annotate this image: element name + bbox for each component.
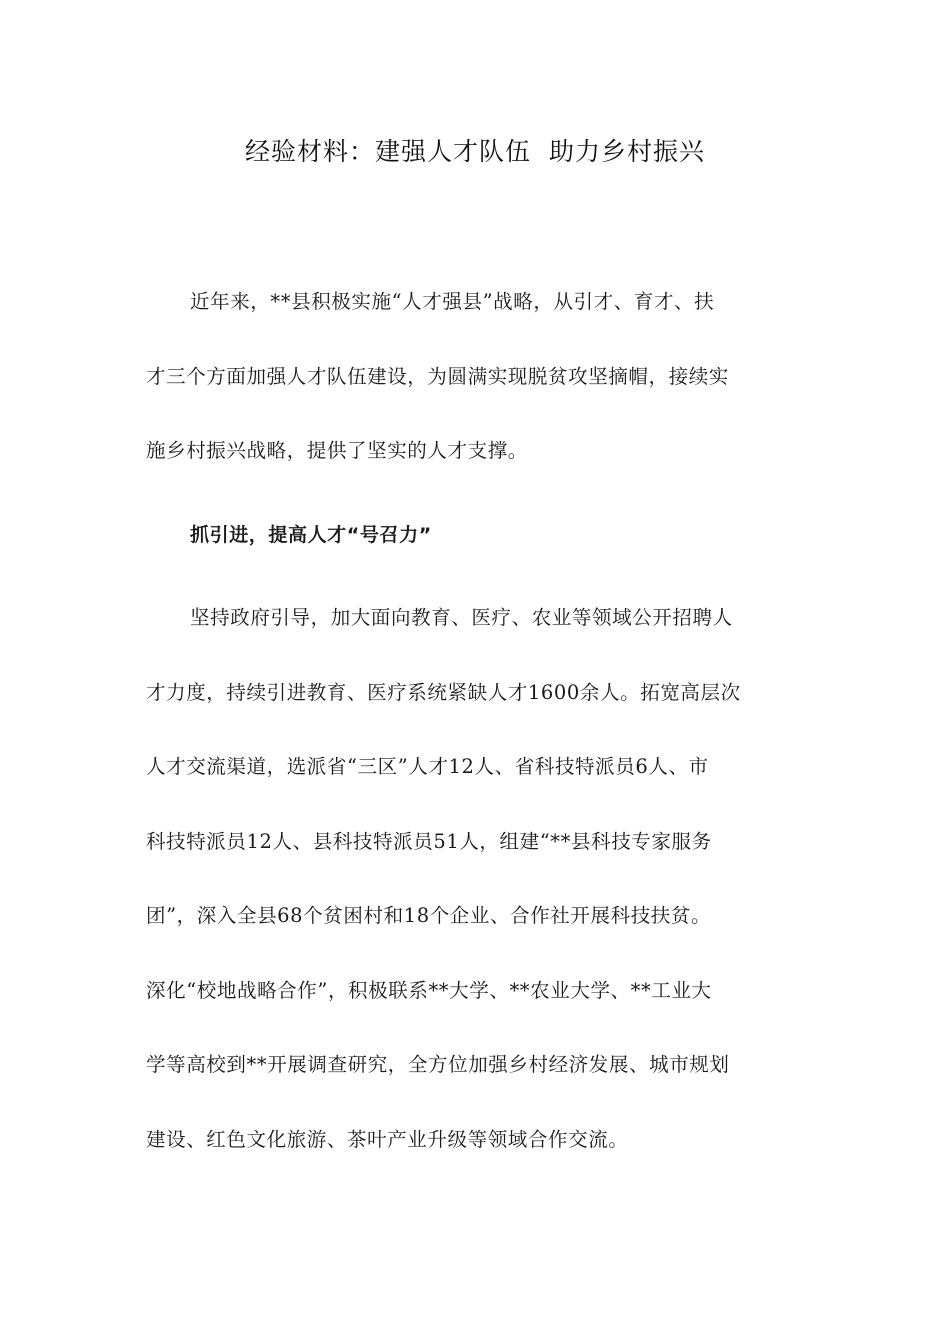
paragraph-line: 人才交流渠道，选派省“三区”人才12人、省科技特派员6人、市 xyxy=(146,755,709,778)
paragraph-line: 才三个方面加强人才队伍建设，为圆满实现脱贫攻坚摘帽，接续实 xyxy=(146,364,729,388)
paragraph-line: 学等高校到**开展调查研究，全方位加强乡村经济发展、城市规划 xyxy=(146,1053,730,1076)
paragraph-line: 施乡村振兴战略，提供了坚实的人才支撑。 xyxy=(146,439,528,462)
section-heading: 抓引进，提高人才“号召力” xyxy=(190,524,432,546)
paragraph-line: 建设、红色文化旅游、茶叶产业升级等领域合作交流。 xyxy=(146,1127,629,1151)
paragraph-line: 坚持政府引导，加大面向教育、医疗、农业等领域公开招聘人 xyxy=(190,606,733,629)
section-heading-block xyxy=(146,515,806,590)
paragraph-line: 深化“校地战略合作”，积极联系**大学、**农业大学、**工业大 xyxy=(146,978,712,1002)
document-title: 经验材料：建强人才队伍 助力乡村振兴 xyxy=(245,137,705,166)
paragraph-line: 科技特派员12人、县科技特派员51人，组建“**县科技专家服务 xyxy=(146,829,712,853)
intro-paragraph xyxy=(146,282,806,506)
paragraph-line: 才力度，持续引进教育、医疗系统紧缺人才1600余人。拓宽高层次 xyxy=(146,680,741,704)
section-paragraph xyxy=(146,598,806,1194)
paragraph-line: 团”，深入全县68个贫困村和18个企业、合作社开展科技扶贫。 xyxy=(146,904,712,927)
paragraph-line: 近年来，**县积极实施“人才强县”战略，从引才、育才、扶 xyxy=(190,290,715,313)
